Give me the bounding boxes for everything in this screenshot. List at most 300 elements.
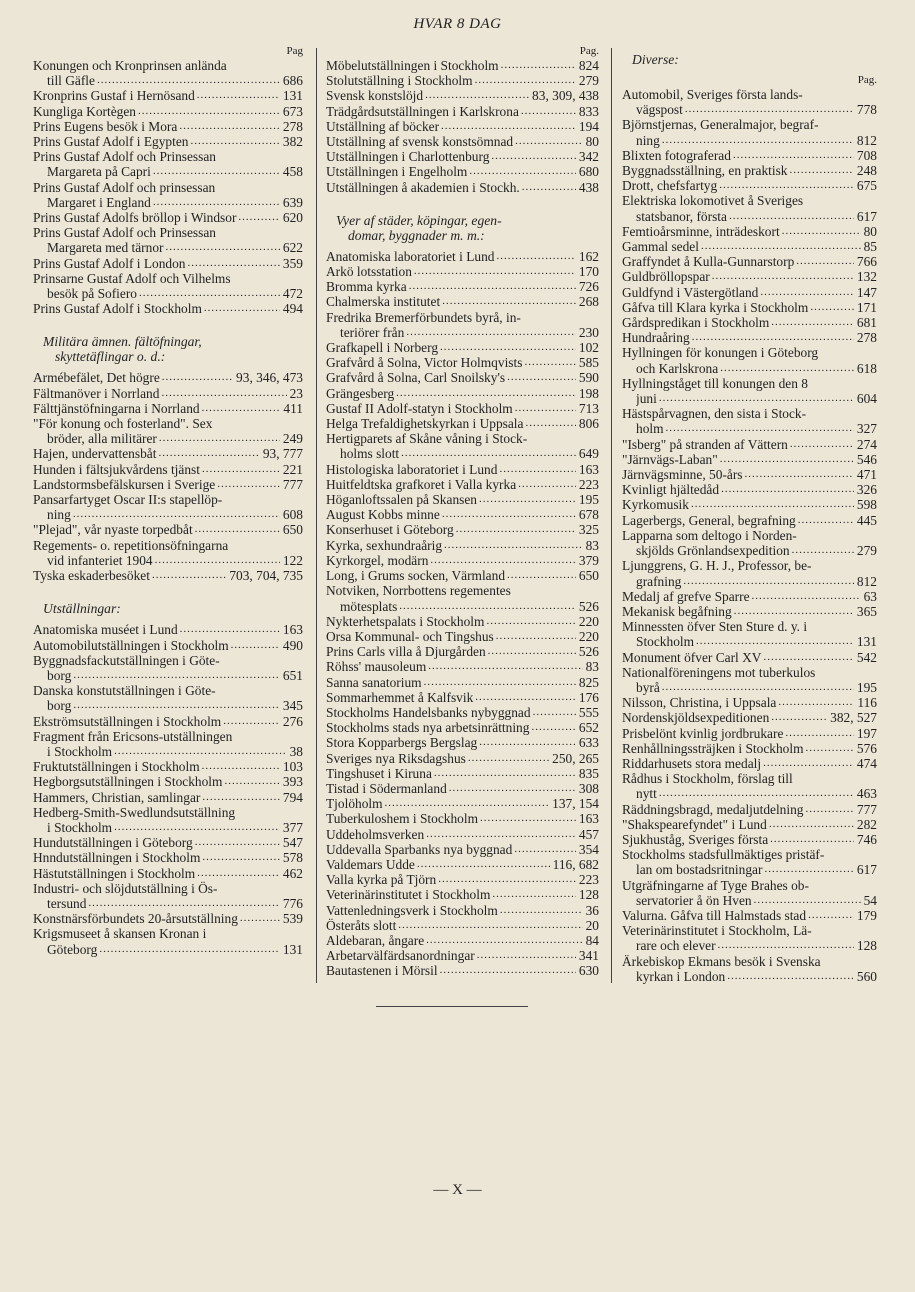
entry-row	[326, 629, 599, 644]
index-section	[326, 44, 599, 195]
entry-text-line: Hedberg-Smith-Swedlundsutställning	[33, 804, 236, 820]
entry-pages: 526	[578, 644, 599, 660]
entry-text-line: Fredrika Bremerförbundets byrå, in-	[326, 309, 521, 325]
index-entry	[622, 817, 877, 832]
index-entry	[326, 872, 599, 887]
index-entry	[326, 477, 599, 492]
entry-title: holm .....	[636, 421, 854, 436]
entry-row	[622, 513, 877, 528]
entry-title: tersund .....	[47, 896, 280, 911]
entry-title: Landstormsbefälskursen i Sverige .....	[33, 477, 280, 492]
entry-row	[622, 817, 877, 832]
entry-title: "Plejad", vår nyaste torpedbåt .....	[33, 522, 280, 537]
entry-pages: 547	[282, 835, 303, 851]
index-entry	[326, 249, 599, 264]
entry-pages: 103	[282, 759, 303, 775]
entry-title: ning .....	[636, 133, 854, 148]
entry-pages: 590	[578, 370, 599, 386]
entry-pages: 474	[856, 755, 877, 771]
entry-title: Nilsson, Christina, i Uppsala .....	[622, 695, 854, 710]
entry-row	[33, 744, 303, 759]
entry-pages: 171	[856, 299, 877, 315]
index-entry	[622, 239, 877, 254]
index-entry	[326, 401, 599, 416]
entry-title: Utställningen i Charlottenburg .....	[326, 149, 576, 164]
index-entry	[622, 923, 877, 953]
entry-pages: 471	[856, 467, 877, 483]
entry-title: Prins Gustaf Adolfs bröllop i Windsor .....	[33, 210, 280, 225]
entry-row	[622, 938, 877, 953]
entry-title: Bromma kyrka .....	[326, 279, 576, 294]
entry-row	[326, 705, 599, 720]
entry-text-line: Stockholms stadsfullmäktiges pristäf-	[622, 847, 825, 863]
index-entry	[622, 315, 877, 330]
entry-pages: 170	[578, 264, 599, 280]
section-heading	[33, 601, 303, 616]
entry-title: Höganloftssalen på Skansen .....	[326, 492, 576, 507]
entry-row	[326, 477, 599, 492]
entry-text-line: Utgräfningarne af Tyge Brahes ob-	[622, 877, 809, 893]
index-entry	[622, 376, 877, 406]
index-entry	[33, 210, 303, 225]
entry-row	[326, 88, 599, 103]
entry-title: Stockholms stads nya arbetsinrättning .....	[326, 720, 576, 735]
entry-pages: 249	[282, 431, 303, 447]
column-divider-right	[611, 48, 612, 983]
entry-row	[622, 421, 877, 436]
entry-text-line: Ärkebiskop Ekmans besök i Svenska	[622, 953, 821, 969]
entry-pages: 147	[856, 284, 877, 300]
index-entry	[622, 482, 877, 497]
entry-row	[622, 893, 877, 908]
entry-row	[622, 726, 877, 741]
entry-title: Tuberkuloshem i Stockholm .....	[326, 811, 576, 826]
entry-row	[622, 680, 877, 695]
entry-pages: 345	[282, 698, 303, 714]
entry-pages: 673	[282, 103, 303, 119]
entry-pages: 93, 777	[262, 446, 303, 462]
entry-title: Tingshuset i Kiruna .....	[326, 766, 576, 781]
index-entry	[33, 881, 303, 911]
entry-pages: 325	[578, 522, 599, 538]
entry-title: Veterinärinstitutet i Stockholm .....	[326, 887, 576, 902]
entry-title: Hästutställningen i Stockholm .....	[33, 866, 280, 881]
index-entry	[33, 714, 303, 729]
entry-pages: 617	[856, 208, 877, 224]
entry-row	[326, 73, 599, 88]
entry-row	[622, 467, 877, 482]
entry-row	[622, 604, 877, 619]
index-entry	[33, 568, 303, 583]
entry-row	[33, 119, 303, 134]
index-entry	[33, 926, 303, 956]
entry-row	[622, 437, 877, 452]
entry-row	[326, 58, 599, 73]
entry-pages: 812	[856, 132, 877, 148]
entry-title: Hajen, undervattensbåt .....	[33, 446, 260, 461]
index-entry	[622, 710, 877, 725]
entry-title: Grafvård å Solna, Carl Snoilsky's .....	[326, 370, 576, 385]
entry-pages: 726	[578, 279, 599, 295]
entry-row	[326, 164, 599, 179]
index-entry	[326, 766, 599, 781]
entry-text-line: Krigsmuseet å skansen Kronan i	[33, 926, 207, 942]
entry-row	[622, 133, 877, 148]
index-entry	[622, 650, 877, 665]
entry-pages: 618	[856, 360, 877, 376]
index-column-3	[622, 44, 877, 984]
entry-pages: 179	[856, 907, 877, 923]
entry-row	[326, 903, 599, 918]
entry-title: Chalmerska institutet .....	[326, 294, 576, 309]
index-entry	[622, 741, 877, 756]
entry-text-line: Pansarfartyget Oscar II:s stapellöp-	[33, 492, 223, 508]
entry-row	[33, 714, 303, 729]
index-entry	[326, 811, 599, 826]
page-column-label: Pag.	[579, 45, 599, 57]
index-entry	[326, 180, 599, 195]
entry-row	[622, 163, 877, 178]
entry-pages: 102	[578, 340, 599, 356]
entry-row	[326, 599, 599, 614]
entry-pages: 472	[282, 286, 303, 302]
entry-pages: 197	[856, 725, 877, 741]
index-entry	[33, 683, 303, 713]
index-section	[326, 213, 599, 979]
entry-pages: 163	[578, 811, 599, 827]
entry-title: nytt .....	[636, 786, 854, 801]
entry-pages: 23	[289, 385, 303, 401]
index-entry	[326, 134, 599, 149]
entry-title: juni .....	[636, 391, 854, 406]
entry-title: Long, i Grums socken, Värmland .....	[326, 568, 576, 583]
entry-row	[33, 477, 303, 492]
entry-text-line: Konungen och Kronprinsen anlända	[33, 58, 227, 73]
entry-row	[622, 239, 877, 254]
entry-pages: 651	[282, 667, 303, 683]
entry-pages: 308	[578, 780, 599, 796]
index-entry	[33, 104, 303, 119]
entry-pages: 93, 346, 473	[236, 370, 303, 386]
entry-row	[326, 507, 599, 522]
entry-row	[326, 614, 599, 629]
entry-pages: 675	[856, 178, 877, 194]
index-entry	[326, 370, 599, 385]
entry-title: Margareta på Capri .....	[47, 164, 280, 179]
index-entry	[33, 653, 303, 683]
entry-row	[622, 209, 877, 224]
entry-pages: 83	[585, 659, 599, 675]
entry-title: Konserhuset i Göteborg .....	[326, 522, 576, 537]
entry-pages: 282	[856, 816, 877, 832]
page-column-label: Pag	[286, 45, 303, 57]
index-entry	[326, 462, 599, 477]
index-entry	[33, 622, 303, 637]
entry-title: Anatomiska laboratoriet i Lund .....	[326, 249, 576, 264]
section-heading-line: Diverse:	[632, 52, 679, 67]
entry-row	[33, 240, 303, 255]
entry-title: Bautastenen i Mörsil .....	[326, 963, 576, 978]
index-entry	[326, 690, 599, 705]
entry-pages: 36	[585, 902, 599, 918]
entry-pages: 63	[863, 588, 877, 604]
index-entry	[622, 452, 877, 467]
entry-title: Ekströmsutställningen i Stockholm .....	[33, 714, 280, 729]
entry-title: Kyrkorgel, modärn .....	[326, 553, 576, 568]
entry-row	[326, 149, 599, 164]
index-entry	[33, 401, 303, 416]
entry-title: Fruktutställningen i Stockholm .....	[33, 759, 280, 774]
index-entry	[33, 88, 303, 103]
index-entry	[33, 729, 303, 759]
entry-title: Möbelutställningen i Stockholm .....	[326, 58, 576, 73]
entry-title: Lagerbergs, General, begrafning .....	[622, 513, 854, 528]
entry-pages: 162	[578, 248, 599, 264]
entry-title: Gammal sedel .....	[622, 239, 861, 254]
entry-title: i Stockholm .....	[47, 820, 280, 835]
index-entry	[33, 522, 303, 537]
index-entry	[33, 759, 303, 774]
entry-title: Huitfeldtska grafkoret i Valla kyrka .....	[326, 477, 576, 492]
index-entry	[326, 431, 599, 461]
entry-title: Utställningen å akademien i Stockh. .....	[326, 180, 576, 195]
index-entry	[33, 301, 303, 316]
entry-pages: 84	[585, 932, 599, 948]
entry-title: Medalj af grefve Sparre .....	[622, 589, 861, 604]
entry-row	[33, 522, 303, 537]
entry-row	[622, 589, 877, 604]
entry-title: borg .....	[47, 698, 280, 713]
entry-title: Göteborg .....	[47, 942, 280, 957]
entry-text-line: Fragment från Ericsons-utställningen	[33, 728, 233, 744]
entry-pages: 195	[856, 679, 877, 695]
entry-title: Stolutställning i Stockholm .....	[326, 73, 576, 88]
footer-rule	[376, 1006, 528, 1007]
entry-row	[326, 386, 599, 401]
section-heading-line: Utställningar:	[43, 601, 121, 617]
index-entry	[622, 406, 877, 436]
entry-row	[326, 735, 599, 750]
entry-row	[326, 370, 599, 385]
index-entry	[622, 832, 877, 847]
entry-pages: 220	[578, 613, 599, 629]
entry-title: Monument öfver Carl XV .....	[622, 650, 854, 665]
index-entry	[326, 720, 599, 735]
index-entry	[622, 771, 877, 801]
entry-row	[622, 452, 877, 467]
entry-title: Renhållningssträjken i Stockholm .....	[622, 741, 854, 756]
entry-title: Svensk konstslöjd .....	[326, 88, 529, 103]
entry-title: mötesplats .....	[340, 599, 576, 614]
index-entry	[33, 119, 303, 134]
index-entry	[326, 416, 599, 431]
entry-row	[622, 497, 877, 512]
index-entry	[326, 294, 599, 309]
entry-title: Gåfva till Klara kyrka i Stockholm .....	[622, 300, 854, 315]
entry-title: vid infanteriet 1904 .....	[47, 553, 280, 568]
entry-title: Guldfynd i Västergötland .....	[622, 285, 854, 300]
entry-pages: 825	[578, 674, 599, 690]
entry-title: bröder, alla militärer .....	[47, 431, 280, 446]
index-entry	[622, 467, 877, 482]
entry-row	[326, 553, 599, 568]
entry-row	[33, 286, 303, 301]
entry-pages: 327	[856, 421, 877, 437]
entry-row	[326, 963, 599, 978]
entry-row	[326, 416, 599, 431]
entry-title: Räddningsbragd, medaljutdelning .....	[622, 802, 854, 817]
column-divider-left	[316, 48, 317, 983]
running-header: HVAR 8 DAG	[413, 16, 502, 32]
entry-pages: 445	[856, 512, 877, 528]
entry-title: Valdemars Udde .....	[326, 857, 550, 872]
entry-title: "Isberg" på stranden af Vättern .....	[622, 437, 854, 452]
index-entry	[622, 878, 877, 908]
entry-title: Röhss' mausoleum .....	[326, 659, 583, 674]
entry-row	[33, 638, 303, 653]
entry-row	[622, 650, 877, 665]
index-entry	[33, 256, 303, 271]
index-entry	[326, 796, 599, 811]
entry-row	[326, 827, 599, 842]
index-entry	[326, 629, 599, 644]
entry-title: rare och elever .....	[636, 938, 854, 953]
entry-row	[33, 431, 303, 446]
section-heading-line: Militära ämnen. fältöfningar,	[43, 334, 202, 350]
entry-pages: 746	[856, 831, 877, 847]
entry-row	[33, 790, 303, 805]
entry-text-line: Ljunggrens, G. H. J., Professor, be-	[622, 558, 812, 574]
entry-pages: 278	[282, 118, 303, 134]
index-entry	[622, 178, 877, 193]
index-entry	[326, 88, 599, 103]
entry-row	[622, 710, 877, 725]
entry-title: Utställning af svensk konstsömnad .....	[326, 134, 583, 149]
entry-pages: 128	[578, 887, 599, 903]
entry-row	[33, 622, 303, 637]
entry-text-line: Notviken, Norrbottens regementes	[326, 583, 511, 599]
entry-title: Sveriges nya Riksdagshus .....	[326, 751, 549, 766]
entry-pages: 494	[282, 301, 303, 317]
entry-row	[33, 446, 303, 461]
index-entry	[622, 954, 877, 984]
entry-title: Uddevalla Sparbanks nya byggnad .....	[326, 842, 576, 857]
entry-text-line: Automobil, Sveriges första lands-	[622, 87, 803, 102]
entry-pages: 85	[863, 239, 877, 255]
entry-title: Tyska eskaderbesöket .....	[33, 568, 226, 583]
index-entry	[326, 58, 599, 73]
entry-row	[326, 279, 599, 294]
entry-row	[622, 361, 877, 376]
index-entry	[33, 835, 303, 850]
entry-title: Konstnärsförbundets 20-årsutställning .....	[33, 911, 280, 926]
index-entry	[326, 104, 599, 119]
entry-title: Kyrka, sexhundraårig .....	[326, 538, 583, 553]
entry-row	[33, 210, 303, 225]
entry-text-line: Björnstjernas, Generalmajor, begraf-	[622, 117, 819, 133]
entry-title: Mekanisk begåfning .....	[622, 604, 854, 619]
entry-row	[622, 634, 877, 649]
entry-pages: 137, 154	[552, 796, 599, 812]
entry-row	[326, 104, 599, 119]
entry-text-line: Elektriska lokomotivet å Sveriges	[622, 193, 804, 209]
entry-title: Prins Gustaf Adolf i Egypten .....	[33, 134, 280, 149]
entry-title: Stora Kopparbergs Bergslag .....	[326, 735, 576, 750]
index-entry	[622, 589, 877, 604]
entry-title: Sommarhemmet å Kalfsvik .....	[326, 690, 576, 705]
index-entry	[622, 285, 877, 300]
index-section	[622, 52, 877, 984]
entry-title: Nordenskjöldsexpeditionen .....	[622, 710, 827, 725]
entry-title: Utställning af böcker .....	[326, 119, 576, 134]
entry-title: Automobilutställningen i Stockholm .....	[33, 638, 280, 653]
index-section	[33, 44, 303, 316]
index-entry	[622, 345, 877, 375]
entry-row	[33, 195, 303, 210]
section-heading	[326, 213, 599, 243]
entry-pages: 38	[289, 743, 303, 759]
entry-pages: 458	[282, 164, 303, 180]
index-entry	[622, 254, 877, 269]
entry-pages: 268	[578, 294, 599, 310]
entry-text-line: Prins Gustaf Adolf och Prinsessan	[33, 149, 216, 165]
entry-row	[326, 355, 599, 370]
entry-row	[33, 896, 303, 911]
index-entry	[622, 665, 877, 695]
entry-pages: 652	[578, 720, 599, 736]
entry-text-line: Prinsarne Gustaf Adolf och Vilhelms	[33, 270, 231, 286]
entry-pages: 20	[585, 917, 599, 933]
index-column-2	[326, 44, 599, 979]
entry-row	[622, 802, 877, 817]
entry-pages: 620	[282, 210, 303, 226]
index-entry	[622, 193, 877, 223]
index-entry	[33, 416, 303, 446]
entry-row	[622, 148, 877, 163]
index-entry	[33, 225, 303, 255]
entry-row	[33, 668, 303, 683]
index-entry	[622, 558, 877, 588]
entry-pages: 777	[282, 476, 303, 492]
index-entry	[622, 802, 877, 817]
entry-title: Utställningen i Engelholm .....	[326, 164, 576, 179]
index-entry	[326, 583, 599, 613]
entry-title: Prins Gustaf Adolf i Stockholm .....	[33, 301, 280, 316]
index-entry	[33, 790, 303, 805]
entry-pages: 365	[856, 603, 877, 619]
entry-pages: 342	[578, 149, 599, 165]
entry-row	[622, 832, 877, 847]
index-entry	[326, 355, 599, 370]
entry-pages: 83	[585, 537, 599, 553]
entry-row	[326, 796, 599, 811]
entry-text-line: Hertigparets af Skåne våning i Stock-	[326, 431, 528, 447]
entry-pages: 276	[282, 713, 303, 729]
entry-row	[622, 285, 877, 300]
index-entry	[33, 134, 303, 149]
entry-pages: 576	[856, 740, 877, 756]
entry-pages: 457	[578, 826, 599, 842]
entry-row	[326, 644, 599, 659]
index-entry	[33, 58, 303, 88]
entry-pages: 279	[856, 543, 877, 559]
entry-pages: 377	[282, 819, 303, 835]
entry-text-line: Regements- o. repetitionsöfningarna	[33, 537, 229, 553]
index-entry	[326, 675, 599, 690]
entry-text-line: "För konung och fosterland". Sex	[33, 416, 213, 432]
entry-title: Stockholm .....	[636, 634, 854, 649]
entry-row	[622, 391, 877, 406]
